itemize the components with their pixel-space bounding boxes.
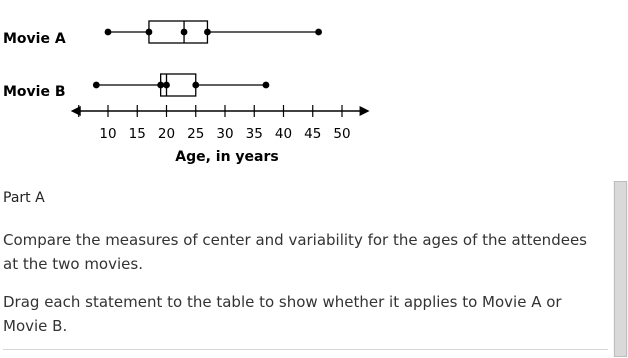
number-line-axis — [71, 105, 370, 165]
drag-instruction: Drag each statement to the table to show whether it applies to Movie A or Movie B. — [3, 293, 562, 335]
median-point — [181, 29, 188, 36]
part-label: Part A — [3, 190, 45, 206]
max-point — [263, 82, 270, 89]
tick-label: 25 — [187, 126, 205, 142]
max-point — [315, 29, 322, 36]
q1-point — [146, 29, 153, 36]
series-label: Movie A — [3, 31, 66, 47]
tick-label: 30 — [216, 126, 234, 142]
boxplot-series — [3, 21, 322, 47]
q1-point — [157, 82, 164, 89]
tick-label: 10 — [99, 126, 117, 142]
boxplot-series — [3, 74, 269, 100]
tick-label: 50 — [333, 126, 351, 142]
axis-arrow-right — [360, 106, 370, 116]
tick-label: 20 — [157, 126, 176, 142]
box-plot-chart — [0, 0, 400, 175]
median-point — [163, 82, 170, 89]
min-point — [93, 82, 100, 89]
scrollbar-thumb[interactable] — [614, 181, 627, 357]
vertical-scrollbar[interactable] — [613, 181, 628, 357]
min-point — [105, 29, 112, 36]
tick-label: 45 — [304, 126, 322, 142]
series-label: Movie B — [3, 84, 66, 100]
tick-label: 40 — [274, 126, 293, 142]
x-axis-title: Age, in years — [175, 149, 279, 165]
tick-label: 35 — [245, 126, 263, 142]
q3-point — [204, 29, 211, 36]
tick-label: 15 — [128, 126, 146, 142]
iqr-box — [149, 21, 208, 43]
question-prompt: Compare the measures of center and variability for the ages of the attendees at the two movies. — [3, 231, 587, 273]
q3-point — [192, 82, 199, 89]
